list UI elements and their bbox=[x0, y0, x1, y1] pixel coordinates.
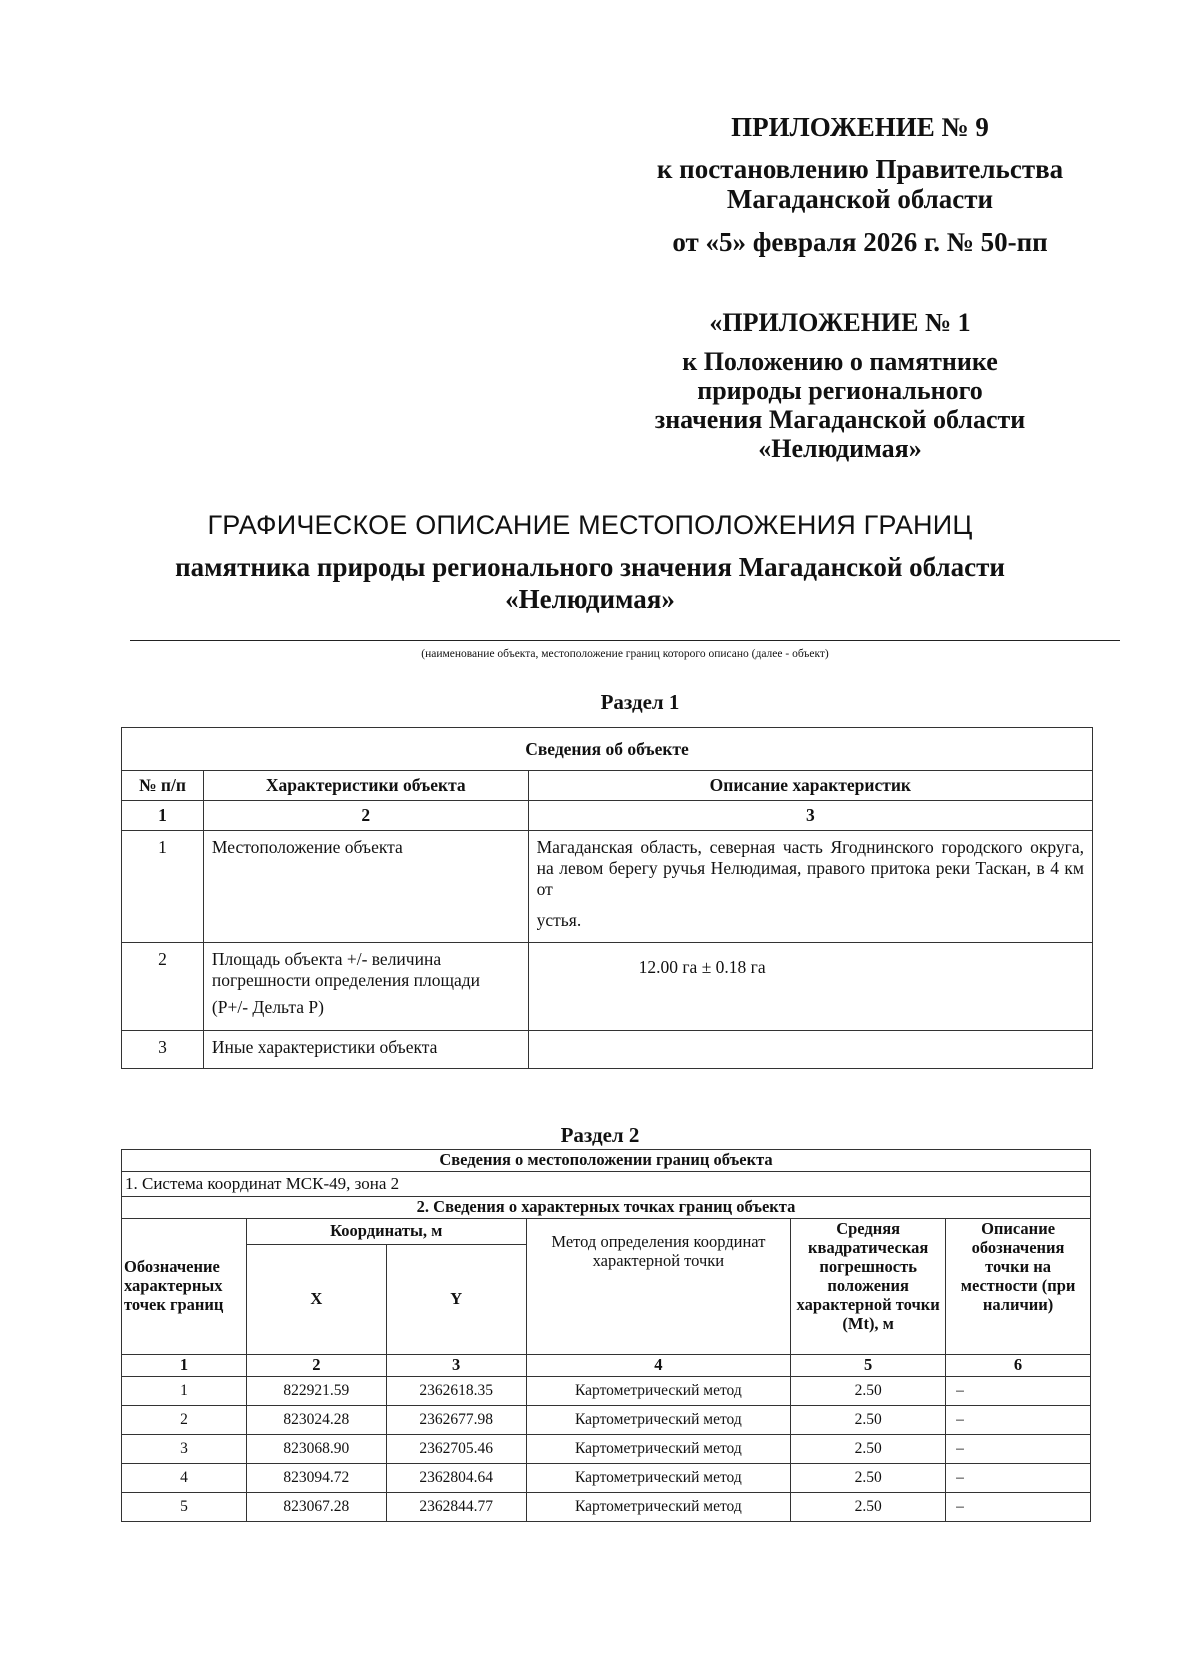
table-title-row bbox=[122, 728, 1093, 771]
boundary-points-table bbox=[121, 1149, 1091, 1522]
row-characteristic-extra: (P+/- Дельта P) bbox=[211, 997, 324, 1017]
cell-error: 2.50 bbox=[791, 1434, 946, 1463]
object-info-table bbox=[121, 727, 1093, 1069]
cell-point: 4 bbox=[122, 1463, 247, 1492]
cell-description: – bbox=[946, 1405, 1091, 1434]
cell-method: Картометрический метод bbox=[526, 1463, 791, 1492]
section-1-title: Раздел 1 bbox=[600, 690, 680, 714]
cell-point: 5 bbox=[122, 1492, 247, 1521]
cell-description: – bbox=[946, 1376, 1091, 1405]
coord-system-text: 1. Система координат МСК-49, зона 2 bbox=[125, 1173, 400, 1193]
document-heading: ГРАФИЧЕСКОЕ ОПИСАНИЕ МЕСТОПОЛОЖЕНИЯ ГРАНИЦ bbox=[207, 510, 973, 540]
col-number: 5 bbox=[791, 1354, 946, 1376]
cell-method: Картометрический метод bbox=[526, 1376, 791, 1405]
table-header-row bbox=[122, 771, 1093, 801]
cell-x: 823068.90 bbox=[246, 1434, 386, 1463]
appendix-1-line2: к Положению о памятнике bbox=[682, 347, 998, 377]
cell-x: 823067.28 bbox=[246, 1492, 386, 1521]
points-title-row bbox=[122, 1196, 1091, 1218]
cell-method: Картометрический метод bbox=[526, 1434, 791, 1463]
cell-point: 3 bbox=[122, 1434, 247, 1463]
row-characteristic bbox=[203, 943, 528, 1031]
table-row bbox=[122, 1031, 1093, 1069]
row-characteristic: Иные характеристики объекта bbox=[203, 1031, 528, 1069]
header-point: Обозначение характерных точек границ bbox=[122, 1218, 247, 1354]
row-num: 2 bbox=[122, 943, 204, 1031]
section-2-title: Раздел 2 bbox=[560, 1123, 640, 1147]
header-num: № п/п bbox=[122, 771, 204, 801]
header-description: Описание обозначения точки на местности (при наличии) bbox=[946, 1218, 1091, 1354]
cell-y: 2362804.64 bbox=[386, 1463, 526, 1492]
row-num: 3 bbox=[122, 1031, 204, 1069]
row-description-extra: устья. bbox=[536, 910, 582, 930]
appendix-9-line4: от «5» февраля 2026 г. № 50-пп bbox=[672, 226, 1048, 257]
row-num: 1 bbox=[122, 831, 204, 943]
row-characteristic-text: Площадь объекта +/- величина погрешности определения площади bbox=[211, 949, 480, 990]
name-caption: (наименование объекта, местоположение границ которого описано (далее - объект) bbox=[421, 648, 829, 660]
col-number: 2 bbox=[203, 801, 528, 831]
header-x: X bbox=[246, 1244, 386, 1354]
col-number: 2 bbox=[246, 1354, 386, 1376]
cell-y: 2362844.77 bbox=[386, 1492, 526, 1521]
appendix-9-header bbox=[640, 112, 1080, 257]
table-row bbox=[122, 1492, 1091, 1521]
header-method: Метод определения координат характерной точки bbox=[526, 1218, 791, 1354]
table-title: Сведения об объекте bbox=[122, 728, 1093, 771]
column-number-row bbox=[122, 801, 1093, 831]
cell-y: 2362618.35 bbox=[386, 1376, 526, 1405]
col-number: 6 bbox=[946, 1354, 1091, 1376]
header-characteristic: Характеристики объекта bbox=[203, 771, 528, 801]
document-title bbox=[120, 510, 1060, 616]
table-row bbox=[122, 1434, 1091, 1463]
cell-point: 2 bbox=[122, 1405, 247, 1434]
row-description bbox=[528, 1031, 1092, 1069]
appendix-1-header bbox=[640, 308, 1040, 464]
cell-error: 2.50 bbox=[791, 1376, 946, 1405]
col-number: 3 bbox=[528, 801, 1092, 831]
cell-y: 2362705.46 bbox=[386, 1434, 526, 1463]
row-description bbox=[528, 831, 1092, 943]
row-description-text: Магаданская область, северная часть Ягоднинского городского округа, на левом берегу ручья Нелюдимая, правого притока реки Таскан, в 4 км от bbox=[536, 837, 1084, 899]
coord-system-row bbox=[122, 1171, 1091, 1196]
table-title-row bbox=[122, 1150, 1091, 1172]
table-row bbox=[122, 943, 1093, 1031]
col-number: 1 bbox=[122, 1354, 247, 1376]
header-description: Описание характеристик bbox=[528, 771, 1092, 801]
col-number: 1 bbox=[122, 801, 204, 831]
row-description: 12.00 га ± 0.18 га bbox=[528, 943, 1092, 1031]
table-row bbox=[122, 1405, 1091, 1434]
cell-point: 1 bbox=[122, 1376, 247, 1405]
cell-description: – bbox=[946, 1492, 1091, 1521]
header-error: Средняя квадратическая погрешность положения характерной точки (Mt), м bbox=[791, 1218, 946, 1354]
row-characteristic: Местоположение объекта bbox=[203, 831, 528, 943]
cell-error: 2.50 bbox=[791, 1463, 946, 1492]
coord-system bbox=[122, 1171, 1091, 1196]
cell-x: 822921.59 bbox=[246, 1376, 386, 1405]
cell-error: 2.50 bbox=[791, 1405, 946, 1434]
cell-method: Картометрический метод bbox=[526, 1492, 791, 1521]
column-number-row bbox=[122, 1354, 1091, 1376]
cell-x: 823024.28 bbox=[246, 1405, 386, 1434]
cell-y: 2362677.98 bbox=[386, 1405, 526, 1434]
cell-x: 823094.72 bbox=[246, 1463, 386, 1492]
cell-error: 2.50 bbox=[791, 1492, 946, 1521]
appendix-9-line2: к постановлению Правительства bbox=[656, 154, 1064, 185]
header-y: Y bbox=[386, 1244, 526, 1354]
col-number: 3 bbox=[386, 1354, 526, 1376]
points-title: 2. Сведения о характерных точках границ объекта bbox=[122, 1196, 1091, 1218]
appendix-1-line3: природы регионального bbox=[697, 376, 983, 406]
table-row bbox=[122, 1376, 1091, 1405]
table-row bbox=[122, 831, 1093, 943]
name-underline bbox=[130, 640, 1120, 641]
appendix-9-title: ПРИЛОЖЕНИЕ № 9 bbox=[731, 112, 989, 142]
appendix-1-title: «ПРИЛОЖЕНИЕ № 1 bbox=[709, 308, 971, 337]
document-subheading-2: «Нелюдимая» bbox=[505, 584, 675, 615]
document-subheading-1: памятника природы регионального значения Магаданской области bbox=[175, 552, 1005, 582]
cell-description: – bbox=[946, 1463, 1091, 1492]
table-title: Сведения о местоположении границ объекта bbox=[122, 1150, 1091, 1172]
cell-description: – bbox=[946, 1434, 1091, 1463]
appendix-9-line3: Магаданской области bbox=[726, 184, 994, 215]
col-number: 4 bbox=[526, 1354, 791, 1376]
table-row bbox=[122, 1463, 1091, 1492]
header-coords: Координаты, м bbox=[246, 1218, 526, 1244]
appendix-1-line4: значения Магаданской области bbox=[654, 405, 1026, 435]
appendix-1-line5: «Нелюдимая» bbox=[758, 434, 922, 464]
cell-method: Картометрический метод bbox=[526, 1405, 791, 1434]
table-header-row bbox=[122, 1218, 1091, 1244]
